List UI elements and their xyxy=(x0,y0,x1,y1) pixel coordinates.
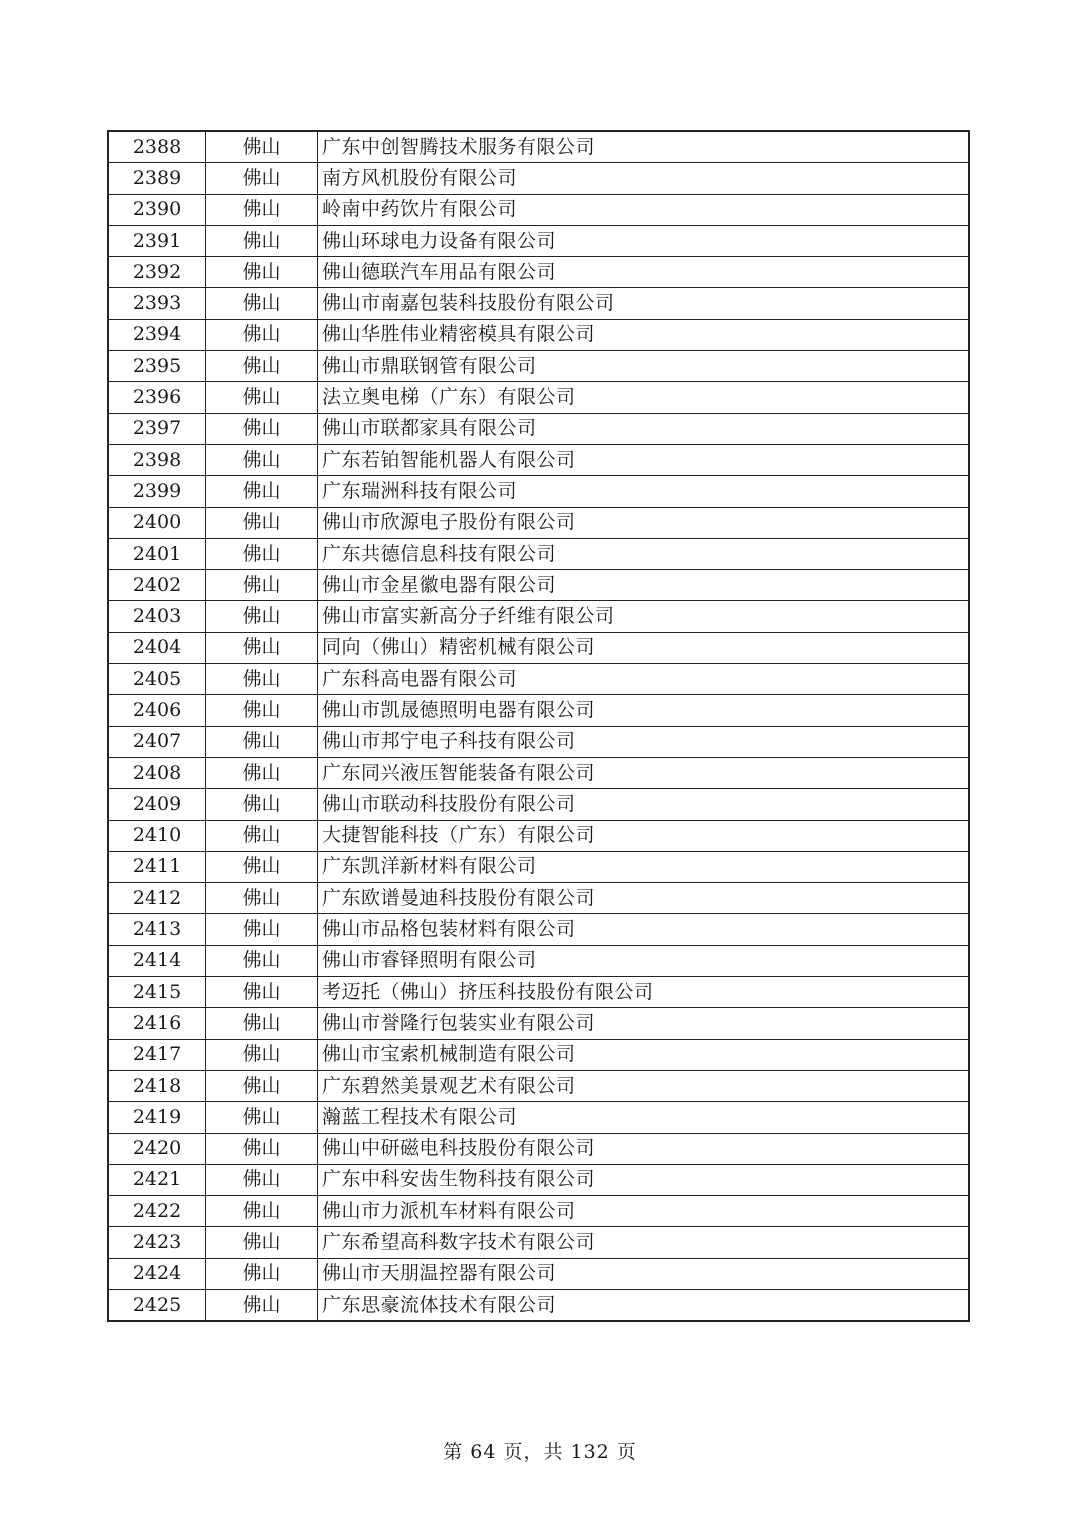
table-row xyxy=(108,163,969,194)
city-cell: 佛山 xyxy=(206,883,318,914)
row-number-cell: 2398 xyxy=(108,444,206,475)
company-name-cell: 广东若铂智能机器人有限公司 xyxy=(318,444,970,475)
table-row xyxy=(108,257,969,288)
table-row xyxy=(108,507,969,538)
city-cell: 佛山 xyxy=(206,820,318,851)
city-cell: 佛山 xyxy=(206,601,318,632)
row-number-cell: 2400 xyxy=(108,507,206,538)
company-list-table xyxy=(107,130,970,1322)
company-name-cell: 瀚蓝工程技术有限公司 xyxy=(318,1102,970,1133)
row-number-cell: 2399 xyxy=(108,476,206,507)
company-name-cell: 佛山市力派机车材料有限公司 xyxy=(318,1196,970,1227)
row-number-cell: 2418 xyxy=(108,1070,206,1101)
city-cell: 佛山 xyxy=(206,131,318,163)
city-cell: 佛山 xyxy=(206,194,318,225)
row-number-cell: 2395 xyxy=(108,351,206,382)
city-cell: 佛山 xyxy=(206,538,318,569)
company-name-cell: 佛山中研磁电科技股份有限公司 xyxy=(318,1133,970,1164)
company-name-cell: 广东中科安齿生物科技有限公司 xyxy=(318,1164,970,1195)
row-number-cell: 2401 xyxy=(108,538,206,569)
row-number-cell: 2424 xyxy=(108,1258,206,1289)
table-row xyxy=(108,288,969,319)
company-name-cell: 佛山市邦宁电子科技有限公司 xyxy=(318,726,970,757)
company-name-cell: 法立奥电梯（广东）有限公司 xyxy=(318,382,970,413)
city-cell: 佛山 xyxy=(206,382,318,413)
company-name-cell: 佛山市金星徽电器有限公司 xyxy=(318,570,970,601)
company-name-cell: 岭南中药饮片有限公司 xyxy=(318,194,970,225)
row-number-cell: 2390 xyxy=(108,194,206,225)
company-name-cell: 广东凯洋新材料有限公司 xyxy=(318,851,970,882)
table-row xyxy=(108,914,969,945)
city-cell: 佛山 xyxy=(206,476,318,507)
row-number-cell: 2396 xyxy=(108,382,206,413)
table-row xyxy=(108,538,969,569)
city-cell: 佛山 xyxy=(206,163,318,194)
city-cell: 佛山 xyxy=(206,695,318,726)
city-cell: 佛山 xyxy=(206,413,318,444)
city-cell: 佛山 xyxy=(206,757,318,788)
company-name-cell: 大捷智能科技（广东）有限公司 xyxy=(318,820,970,851)
table-row xyxy=(108,977,969,1008)
city-cell: 佛山 xyxy=(206,664,318,695)
company-name-cell: 广东碧然美景观艺术有限公司 xyxy=(318,1070,970,1101)
row-number-cell: 2404 xyxy=(108,632,206,663)
city-cell: 佛山 xyxy=(206,319,318,350)
company-name-cell: 佛山市品格包装材料有限公司 xyxy=(318,914,970,945)
table-row xyxy=(108,225,969,256)
row-number-cell: 2405 xyxy=(108,664,206,695)
city-cell: 佛山 xyxy=(206,257,318,288)
city-cell: 佛山 xyxy=(206,1070,318,1101)
city-cell: 佛山 xyxy=(206,632,318,663)
row-number-cell: 2389 xyxy=(108,163,206,194)
company-name-cell: 广东瑞洲科技有限公司 xyxy=(318,476,970,507)
table-row xyxy=(108,1039,969,1070)
city-cell: 佛山 xyxy=(206,1008,318,1039)
city-cell: 佛山 xyxy=(206,444,318,475)
city-cell: 佛山 xyxy=(206,914,318,945)
company-name-cell: 广东同兴液压智能装备有限公司 xyxy=(318,757,970,788)
company-name-cell: 佛山华胜伟业精密模具有限公司 xyxy=(318,319,970,350)
row-number-cell: 2416 xyxy=(108,1008,206,1039)
row-number-cell: 2408 xyxy=(108,757,206,788)
row-number-cell: 2413 xyxy=(108,914,206,945)
row-number-cell: 2410 xyxy=(108,820,206,851)
row-number-cell: 2397 xyxy=(108,413,206,444)
table-row xyxy=(108,820,969,851)
table-row xyxy=(108,1289,969,1321)
table-row xyxy=(108,1102,969,1133)
company-name-cell: 同向（佛山）精密机械有限公司 xyxy=(318,632,970,663)
company-name-cell: 佛山市南嘉包装科技股份有限公司 xyxy=(318,288,970,319)
table-row xyxy=(108,945,969,976)
company-name-cell: 佛山市联动科技股份有限公司 xyxy=(318,789,970,820)
company-name-cell: 佛山市鼎联钢管有限公司 xyxy=(318,351,970,382)
city-cell: 佛山 xyxy=(206,288,318,319)
row-number-cell: 2423 xyxy=(108,1227,206,1258)
row-number-cell: 2402 xyxy=(108,570,206,601)
company-name-cell: 佛山市富实新高分子纤维有限公司 xyxy=(318,601,970,632)
city-cell: 佛山 xyxy=(206,726,318,757)
company-name-cell: 佛山市宝索机械制造有限公司 xyxy=(318,1039,970,1070)
city-cell: 佛山 xyxy=(206,1227,318,1258)
company-name-cell: 佛山市天朋温控器有限公司 xyxy=(318,1258,970,1289)
table-row xyxy=(108,131,969,163)
company-name-cell: 佛山市誉隆行包装实业有限公司 xyxy=(318,1008,970,1039)
table-row xyxy=(108,1133,969,1164)
company-name-cell: 广东欧谱曼迪科技股份有限公司 xyxy=(318,883,970,914)
city-cell: 佛山 xyxy=(206,977,318,1008)
company-name-cell: 佛山德联汽车用品有限公司 xyxy=(318,257,970,288)
table-row xyxy=(108,570,969,601)
city-cell: 佛山 xyxy=(206,1164,318,1195)
city-cell: 佛山 xyxy=(206,945,318,976)
row-number-cell: 2393 xyxy=(108,288,206,319)
company-name-cell: 广东科高电器有限公司 xyxy=(318,664,970,695)
row-number-cell: 2411 xyxy=(108,851,206,882)
row-number-cell: 2388 xyxy=(108,131,206,163)
city-cell: 佛山 xyxy=(206,1196,318,1227)
table-row xyxy=(108,632,969,663)
city-cell: 佛山 xyxy=(206,1133,318,1164)
page-footer: 第 64 页，共 132 页 xyxy=(443,1441,637,1463)
table-row xyxy=(108,883,969,914)
company-name-cell: 佛山市联都家具有限公司 xyxy=(318,413,970,444)
city-cell: 佛山 xyxy=(206,1102,318,1133)
city-cell: 佛山 xyxy=(206,1289,318,1321)
row-number-cell: 2391 xyxy=(108,225,206,256)
city-cell: 佛山 xyxy=(206,351,318,382)
row-number-cell: 2419 xyxy=(108,1102,206,1133)
table-row xyxy=(108,757,969,788)
table-row xyxy=(108,1258,969,1289)
table-row xyxy=(108,1227,969,1258)
company-name-cell: 广东共德信息科技有限公司 xyxy=(318,538,970,569)
table-row xyxy=(108,382,969,413)
row-number-cell: 2403 xyxy=(108,601,206,632)
company-name-cell: 广东中创智腾技术服务有限公司 xyxy=(318,131,970,163)
company-name-cell: 广东思豪流体技术有限公司 xyxy=(318,1289,970,1321)
company-name-cell: 考迈托（佛山）挤压科技股份有限公司 xyxy=(318,977,970,1008)
city-cell: 佛山 xyxy=(206,1258,318,1289)
table-row xyxy=(108,476,969,507)
table-row xyxy=(108,1008,969,1039)
table-row xyxy=(108,851,969,882)
company-name-cell: 佛山市凯晟德照明电器有限公司 xyxy=(318,695,970,726)
row-number-cell: 2406 xyxy=(108,695,206,726)
city-cell: 佛山 xyxy=(206,570,318,601)
table-row xyxy=(108,351,969,382)
city-cell: 佛山 xyxy=(206,789,318,820)
row-number-cell: 2414 xyxy=(108,945,206,976)
table-row xyxy=(108,1070,969,1101)
table-row xyxy=(108,664,969,695)
table-row xyxy=(108,444,969,475)
city-cell: 佛山 xyxy=(206,225,318,256)
row-number-cell: 2409 xyxy=(108,789,206,820)
table-row xyxy=(108,413,969,444)
row-number-cell: 2417 xyxy=(108,1039,206,1070)
city-cell: 佛山 xyxy=(206,851,318,882)
table-row xyxy=(108,319,969,350)
company-name-cell: 南方风机股份有限公司 xyxy=(318,163,970,194)
row-number-cell: 2422 xyxy=(108,1196,206,1227)
city-cell: 佛山 xyxy=(206,507,318,538)
row-number-cell: 2425 xyxy=(108,1289,206,1321)
table-row xyxy=(108,1164,969,1195)
table-row xyxy=(108,695,969,726)
row-number-cell: 2412 xyxy=(108,883,206,914)
row-number-cell: 2394 xyxy=(108,319,206,350)
row-number-cell: 2420 xyxy=(108,1133,206,1164)
city-cell: 佛山 xyxy=(206,1039,318,1070)
row-number-cell: 2392 xyxy=(108,257,206,288)
table-row xyxy=(108,1196,969,1227)
table-row xyxy=(108,194,969,225)
company-name-cell: 佛山环球电力设备有限公司 xyxy=(318,225,970,256)
company-name-cell: 广东希望高科数字技术有限公司 xyxy=(318,1227,970,1258)
row-number-cell: 2407 xyxy=(108,726,206,757)
table-body xyxy=(108,131,969,1321)
company-name-cell: 佛山市睿铎照明有限公司 xyxy=(318,945,970,976)
row-number-cell: 2421 xyxy=(108,1164,206,1195)
table-row xyxy=(108,789,969,820)
table-row xyxy=(108,601,969,632)
company-name-cell: 佛山市欣源电子股份有限公司 xyxy=(318,507,970,538)
row-number-cell: 2415 xyxy=(108,977,206,1008)
table-row xyxy=(108,726,969,757)
